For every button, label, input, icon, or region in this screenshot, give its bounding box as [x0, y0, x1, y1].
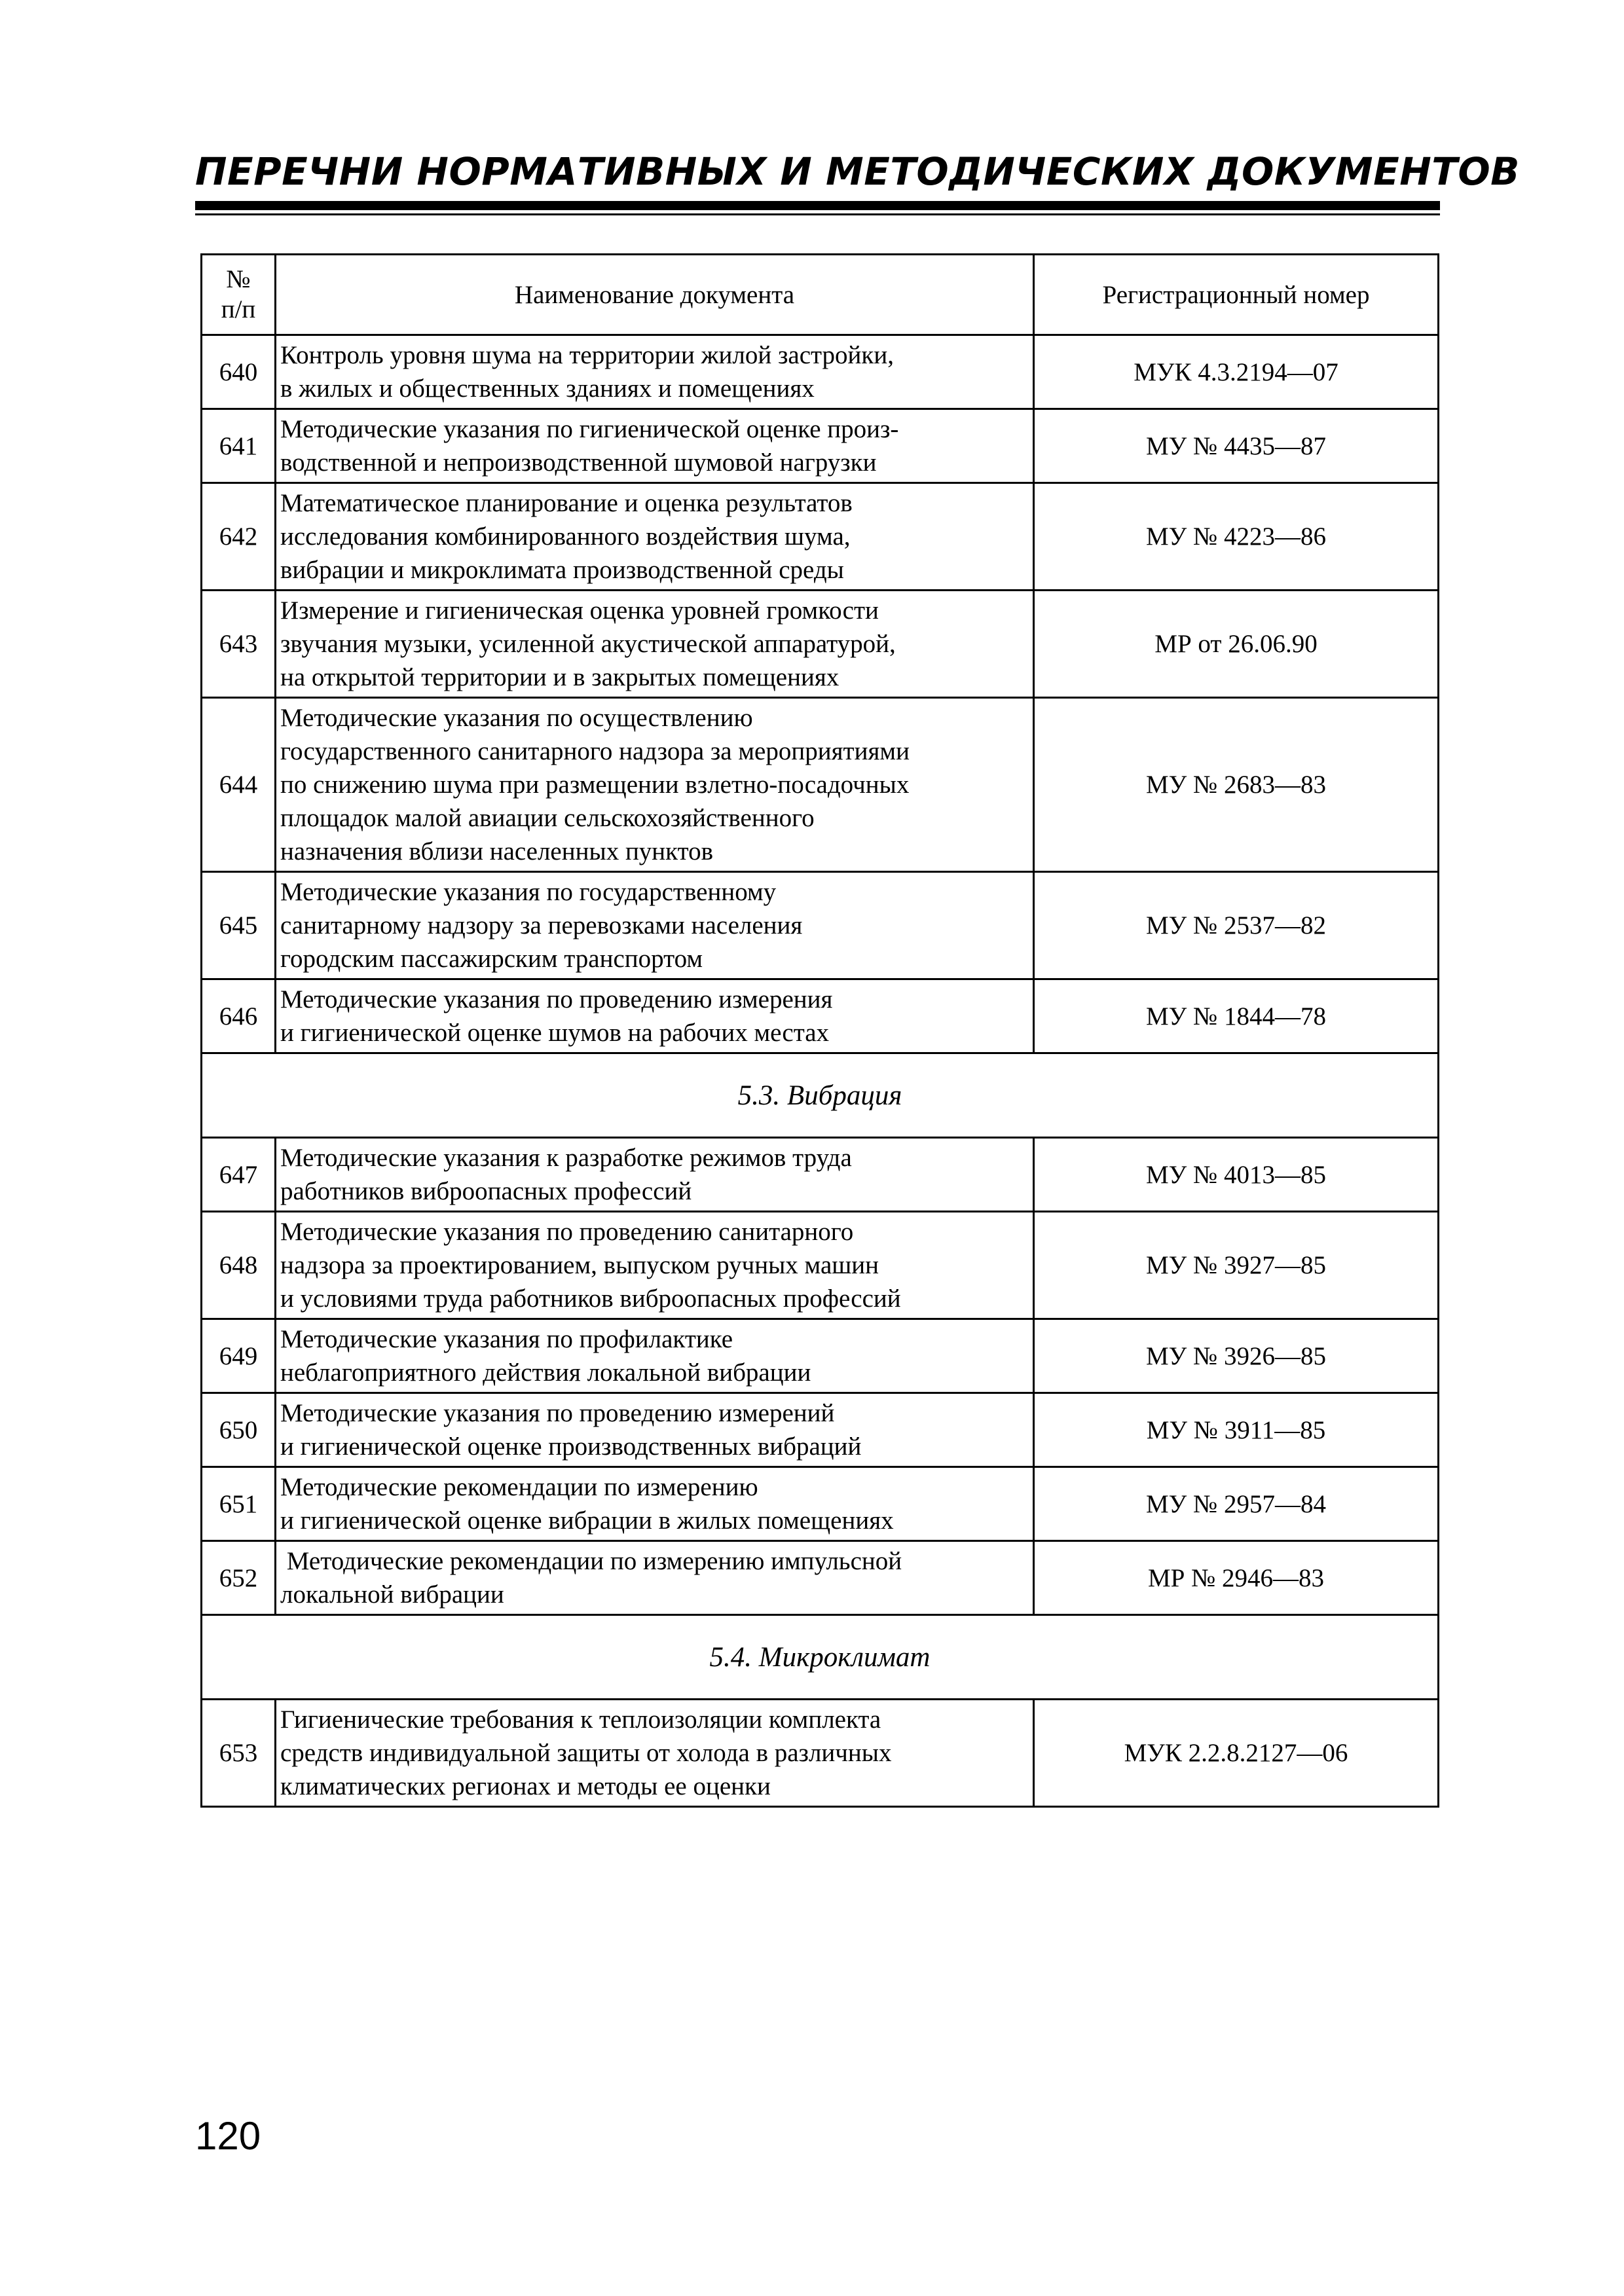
registration-number: МУ № 3911—85	[1034, 1393, 1439, 1467]
document-name-line: неблагоприятного действия локальной вибрации	[280, 1358, 811, 1387]
document-name	[276, 698, 1034, 872]
row-number: 644	[202, 698, 276, 872]
column-header-number	[202, 255, 276, 335]
document-name	[276, 979, 1034, 1053]
document-name-line: и гигиенической оценке производственных вибраций	[280, 1432, 862, 1461]
header-rule-thick	[195, 201, 1440, 210]
registration-number: МР № 2946—83	[1034, 1541, 1439, 1615]
section-title-vibration: 5.3. Вибрация	[202, 1053, 1439, 1138]
row-number: 647	[202, 1138, 276, 1212]
table-body-vibration	[202, 1138, 1439, 1615]
document-name	[276, 335, 1034, 409]
document-name	[276, 1700, 1034, 1807]
documents-table	[200, 253, 1439, 1808]
section-row-vibration	[202, 1053, 1439, 1138]
document-name-line: Контроль уровня шума на территории жилой застройки,	[280, 341, 894, 369]
table-row	[202, 335, 1439, 409]
registration-number: МУ № 4013—85	[1034, 1138, 1439, 1212]
row-number: 652	[202, 1541, 276, 1615]
document-name-line: Математическое планирование и оценка результатов	[280, 489, 853, 517]
document-name	[276, 1319, 1034, 1393]
registration-number: МУ № 4223—86	[1034, 483, 1439, 591]
document-name-line: площадок малой авиации сельскохозяйственного	[280, 804, 815, 832]
row-number: 650	[202, 1393, 276, 1467]
document-name-line: и условиями труда работников виброопасных профессий	[280, 1285, 901, 1313]
document-name	[276, 483, 1034, 591]
document-name-line: на открытой территории и в закрытых помещениях	[280, 663, 840, 691]
row-number: 640	[202, 335, 276, 409]
registration-number: МУК 4.3.2194—07	[1034, 335, 1439, 409]
document-name-line: Методические указания по проведению измерений	[280, 1399, 835, 1427]
document-name-line: Методические рекомендации по измерению	[280, 1473, 758, 1501]
table-header-row	[202, 255, 1439, 335]
table-row	[202, 698, 1439, 872]
document-name-line: локальной вибрации	[280, 1580, 504, 1609]
table-row	[202, 409, 1439, 483]
row-number: 653	[202, 1700, 276, 1807]
document-name-line: Методические указания по проведению санитарного	[280, 1218, 854, 1246]
column-header-number-line2: п/п	[221, 295, 256, 323]
registration-number: МУ № 3927—85	[1034, 1212, 1439, 1319]
document-name-line: вибрации и микроклимата производственной среды	[280, 556, 844, 584]
table-row	[202, 1319, 1439, 1393]
table-row	[202, 1393, 1439, 1467]
row-number: 642	[202, 483, 276, 591]
document-name-line: Методические указания по профилактике	[280, 1325, 733, 1353]
registration-number: МУ № 2537—82	[1034, 872, 1439, 979]
registration-number: МУ № 1844—78	[1034, 979, 1439, 1053]
registration-number: МУ № 2957—84	[1034, 1467, 1439, 1541]
document-name	[276, 1138, 1034, 1212]
row-number: 645	[202, 872, 276, 979]
document-name	[276, 1541, 1034, 1615]
document-name-line: средств индивидуальной защиты от холода в различных	[280, 1739, 892, 1767]
row-number: 648	[202, 1212, 276, 1319]
document-name-line: и гигиенической оценке шумов на рабочих местах	[280, 1019, 830, 1047]
document-name-line: Методические указания по проведению измерения	[280, 985, 833, 1013]
document-name-line: государственного санитарного надзора за мероприятиями	[280, 737, 910, 765]
document-name-line: звучания музыки, усиленной акустической аппаратурой,	[280, 630, 896, 658]
document-name-line: и гигиенической оценке вибрации в жилых помещениях	[280, 1506, 894, 1535]
document-name	[276, 591, 1034, 698]
page-number: 120	[195, 2114, 261, 2158]
table-row	[202, 1541, 1439, 1615]
document-name	[276, 1467, 1034, 1541]
table-row	[202, 872, 1439, 979]
document-name-line: надзора за проектированием, выпуском ручных машин	[280, 1251, 879, 1279]
document-name-line: Методические указания по гигиенической оценке произ-	[280, 415, 899, 443]
table-row	[202, 1212, 1439, 1319]
column-header-name: Наименование документа	[276, 255, 1034, 335]
column-header-number-line1: №	[226, 265, 251, 293]
document-name	[276, 1393, 1034, 1467]
document-name	[276, 872, 1034, 979]
registration-number: МУ № 4435—87	[1034, 409, 1439, 483]
document-name	[276, 409, 1034, 483]
table-row	[202, 1467, 1439, 1541]
row-number: 651	[202, 1467, 276, 1541]
document-name-line: исследования комбинированного воздействия шума,	[280, 522, 851, 551]
document-name-line: работников виброопасных профессий	[280, 1177, 692, 1205]
registration-number: МР от 26.06.90	[1034, 591, 1439, 698]
table-body-microclimate	[202, 1700, 1439, 1807]
page-title: ПЕРЕЧНИ НОРМАТИВНЫХ И МЕТОДИЧЕСКИХ ДОКУМЕНТОВ	[195, 149, 1520, 194]
row-number: 641	[202, 409, 276, 483]
section-title-microclimate: 5.4. Микроклимат	[202, 1615, 1439, 1700]
section-row-microclimate	[202, 1615, 1439, 1700]
row-number: 646	[202, 979, 276, 1053]
table-row	[202, 1700, 1439, 1807]
table-row	[202, 979, 1439, 1053]
registration-number: МУ № 3926—85	[1034, 1319, 1439, 1393]
table-row	[202, 483, 1439, 591]
document-name	[276, 1212, 1034, 1319]
document-name-line: Методические указания по осуществлению	[280, 704, 753, 732]
column-header-reg: Регистрационный номер	[1034, 255, 1439, 335]
document-name-line: по снижению шума при размещении взлетно-посадочных	[280, 771, 910, 799]
document-name-line: санитарному надзору за перевозками населения	[280, 911, 803, 939]
document-name-line: Гигиенические требования к теплоизоляции комплекта	[280, 1705, 881, 1734]
document-name-line: назначения вблизи населенных пунктов	[280, 837, 714, 866]
document-name-line: Измерение и гигиеническая оценка уровней громкости	[280, 596, 879, 625]
registration-number: МУК 2.2.8.2127—06	[1034, 1700, 1439, 1807]
registration-number: МУ № 2683—83	[1034, 698, 1439, 872]
table-row	[202, 591, 1439, 698]
document-name-line: городским пассажирским транспортом	[280, 945, 703, 973]
document-name-line: климатических регионах и методы ее оценки	[280, 1772, 771, 1800]
table-body-noise	[202, 335, 1439, 1053]
document-name-line: Методические указания к разработке режимов труда	[280, 1144, 852, 1172]
table-row	[202, 1138, 1439, 1212]
document-name-line: в жилых и общественных зданиях и помещениях	[280, 374, 815, 403]
row-number: 649	[202, 1319, 276, 1393]
document-name-line: водственной и непроизводственной шумовой нагрузки	[280, 448, 877, 477]
document-name-line: Методические указания по государственному	[280, 878, 777, 906]
header-rule-thin	[195, 213, 1440, 215]
document-name-line: Методические рекомендации по измерению импульсной	[280, 1547, 902, 1575]
row-number: 643	[202, 591, 276, 698]
